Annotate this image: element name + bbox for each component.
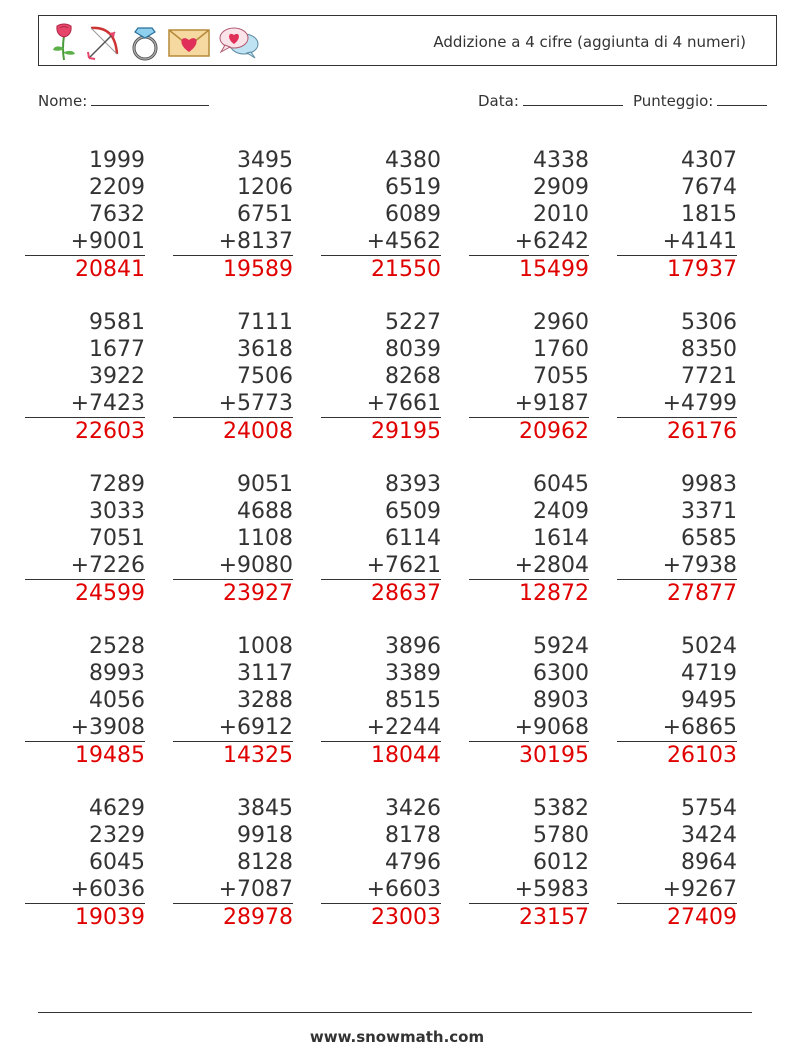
addend-1: 4629 [89, 796, 145, 821]
footer-site: www.snowmath.com [309, 1028, 485, 1046]
addend-4: +4562 [321, 228, 441, 256]
addition-problem [469, 633, 589, 770]
addend-1: 5227 [385, 310, 441, 335]
addend-2: 8039 [385, 337, 441, 362]
addend-4: +3908 [25, 714, 145, 742]
addend-1: 1008 [237, 634, 293, 659]
addition-problem [321, 147, 441, 284]
addition-problem [469, 147, 589, 284]
answer: 29195 [371, 419, 441, 444]
addend-4: +7226 [25, 552, 145, 580]
addend-1: 9051 [237, 472, 293, 497]
addend-1: 1999 [89, 148, 145, 173]
addition-problem [617, 147, 737, 284]
name-field[interactable] [38, 92, 209, 110]
addend-4: +6036 [25, 876, 145, 904]
answer: 26176 [667, 419, 737, 444]
addend-2: 5780 [533, 823, 589, 848]
addend-2: 2209 [89, 175, 145, 200]
addition-problem [617, 309, 737, 446]
addend-2: 4688 [237, 499, 293, 524]
addition-problem [321, 471, 441, 608]
addition-problem [469, 309, 589, 446]
addend-3: 8903 [533, 688, 589, 713]
addend-2: 9918 [237, 823, 293, 848]
addition-problem [173, 309, 293, 446]
addition-problem [25, 309, 145, 446]
addend-4: +7661 [321, 390, 441, 418]
addend-1: 8393 [385, 472, 441, 497]
addition-problem [25, 471, 145, 608]
addend-2: 3033 [89, 499, 145, 524]
addend-1: 9983 [681, 472, 737, 497]
addend-3: 3288 [237, 688, 293, 713]
date-blank[interactable] [523, 92, 623, 106]
addend-4: +4799 [617, 390, 737, 418]
addend-4: +9001 [25, 228, 145, 256]
addition-problem [469, 471, 589, 608]
addition-problem [469, 795, 589, 932]
addition-problem [617, 795, 737, 932]
addend-2: 3389 [385, 661, 441, 686]
answer: 22603 [75, 419, 145, 444]
addend-3: 8128 [237, 850, 293, 875]
answer: 30195 [519, 743, 589, 768]
addend-3: 6751 [237, 202, 293, 227]
addend-4: +9267 [617, 876, 737, 904]
addend-3: 6114 [385, 526, 441, 551]
addend-2: 7674 [681, 175, 737, 200]
addend-2: 3424 [681, 823, 737, 848]
addition-problem [617, 633, 737, 770]
addend-1: 4307 [681, 148, 737, 173]
addend-2: 4719 [681, 661, 737, 686]
addition-problem [173, 795, 293, 932]
addend-1: 5754 [681, 796, 737, 821]
addend-4: +6865 [617, 714, 737, 742]
addend-1: 5024 [681, 634, 737, 659]
name-label: Nome: [38, 92, 88, 110]
addend-4: +9068 [469, 714, 589, 742]
addend-4: +7087 [173, 876, 293, 904]
answer: 27409 [667, 905, 737, 930]
addend-4: +9187 [469, 390, 589, 418]
addend-1: 5924 [533, 634, 589, 659]
addend-2: 1206 [237, 175, 293, 200]
answer: 18044 [371, 743, 441, 768]
addend-4: +8137 [173, 228, 293, 256]
answer: 12872 [519, 581, 589, 606]
date-field[interactable] [478, 92, 623, 110]
addend-3: 8268 [385, 364, 441, 389]
addend-1: 4338 [533, 148, 589, 173]
heart-speech-bubbles-icon [217, 22, 261, 62]
addend-2: 6519 [385, 175, 441, 200]
addend-2: 3618 [237, 337, 293, 362]
addend-2: 2329 [89, 823, 145, 848]
answer: 28637 [371, 581, 441, 606]
addition-problem [25, 633, 145, 770]
addend-4: +2244 [321, 714, 441, 742]
worksheet-title: Addizione a 4 cifre (aggiunta di 4 numeri) [433, 33, 746, 51]
answer: 23157 [519, 905, 589, 930]
addend-1: 3495 [237, 148, 293, 173]
addend-2: 8350 [681, 337, 737, 362]
addend-1: 6045 [533, 472, 589, 497]
answer: 19589 [223, 257, 293, 282]
score-blank[interactable] [717, 92, 767, 106]
addition-problem [173, 147, 293, 284]
answer: 14325 [223, 743, 293, 768]
addend-2: 2409 [533, 499, 589, 524]
addition-problem [617, 471, 737, 608]
addend-4: +6242 [469, 228, 589, 256]
addend-2: 6300 [533, 661, 589, 686]
addend-1: 2528 [89, 634, 145, 659]
addend-3: 1815 [681, 202, 737, 227]
addend-1: 5306 [681, 310, 737, 335]
addend-3: 1614 [533, 526, 589, 551]
header-icons [49, 21, 261, 63]
addition-problem [321, 309, 441, 446]
name-blank[interactable] [91, 92, 209, 106]
addend-1: 2960 [533, 310, 589, 335]
answer: 20962 [519, 419, 589, 444]
addend-2: 8993 [89, 661, 145, 686]
date-label: Data: [478, 92, 519, 110]
addend-1: 3426 [385, 796, 441, 821]
score-label: Punteggio: [633, 92, 714, 110]
addend-4: +2804 [469, 552, 589, 580]
addend-4: +5983 [469, 876, 589, 904]
answer: 15499 [519, 257, 589, 282]
addend-3: 1108 [237, 526, 293, 551]
answer: 21550 [371, 257, 441, 282]
addend-4: +9080 [173, 552, 293, 580]
addend-3: 7721 [681, 364, 737, 389]
addend-3: 7632 [89, 202, 145, 227]
addend-4: +5773 [173, 390, 293, 418]
addend-3: 6012 [533, 850, 589, 875]
addend-1: 9581 [89, 310, 145, 335]
addend-2: 1760 [533, 337, 589, 362]
score-field[interactable] [633, 92, 767, 110]
addend-3: 4056 [89, 688, 145, 713]
answer: 24599 [75, 581, 145, 606]
addend-1: 7289 [89, 472, 145, 497]
answer: 28978 [223, 905, 293, 930]
love-letter-icon [167, 22, 211, 62]
addition-problem [173, 633, 293, 770]
addend-1: 7111 [237, 310, 293, 335]
answer: 19485 [75, 743, 145, 768]
answer: 23003 [371, 905, 441, 930]
addend-3: 9495 [681, 688, 737, 713]
addition-problem [173, 471, 293, 608]
addend-2: 6509 [385, 499, 441, 524]
addend-3: 4796 [385, 850, 441, 875]
addend-2: 2909 [533, 175, 589, 200]
addend-2: 3371 [681, 499, 737, 524]
worksheet-header [38, 15, 777, 66]
addend-3: 6089 [385, 202, 441, 227]
addend-3: 2010 [533, 202, 589, 227]
answer: 24008 [223, 419, 293, 444]
addend-1: 3896 [385, 634, 441, 659]
addend-1: 5382 [533, 796, 589, 821]
addend-1: 4380 [385, 148, 441, 173]
addend-3: 7506 [237, 364, 293, 389]
addition-problem [25, 147, 145, 284]
addend-3: 8964 [681, 850, 737, 875]
addition-problem [321, 633, 441, 770]
answer: 17937 [667, 257, 737, 282]
answer: 19039 [75, 905, 145, 930]
addend-3: 7051 [89, 526, 145, 551]
addend-3: 3922 [89, 364, 145, 389]
addend-4: +7423 [25, 390, 145, 418]
addend-4: +7938 [617, 552, 737, 580]
addend-4: +4141 [617, 228, 737, 256]
answer: 20841 [75, 257, 145, 282]
addend-1: 3845 [237, 796, 293, 821]
addend-3: 6585 [681, 526, 737, 551]
bow-and-arrow-icon [85, 22, 123, 62]
addend-3: 6045 [89, 850, 145, 875]
addend-2: 3117 [237, 661, 293, 686]
addend-3: 7055 [533, 364, 589, 389]
addend-2: 1677 [89, 337, 145, 362]
addend-4: +6912 [173, 714, 293, 742]
answer: 27877 [667, 581, 737, 606]
diamond-ring-icon [129, 22, 161, 62]
addition-problem [321, 795, 441, 932]
answer: 26103 [667, 743, 737, 768]
addend-3: 8515 [385, 688, 441, 713]
rose-icon [49, 22, 79, 62]
answer: 23927 [223, 581, 293, 606]
addend-4: +7621 [321, 552, 441, 580]
addend-2: 8178 [385, 823, 441, 848]
addend-4: +6603 [321, 876, 441, 904]
footer-divider [38, 1012, 752, 1013]
addition-problem [25, 795, 145, 932]
